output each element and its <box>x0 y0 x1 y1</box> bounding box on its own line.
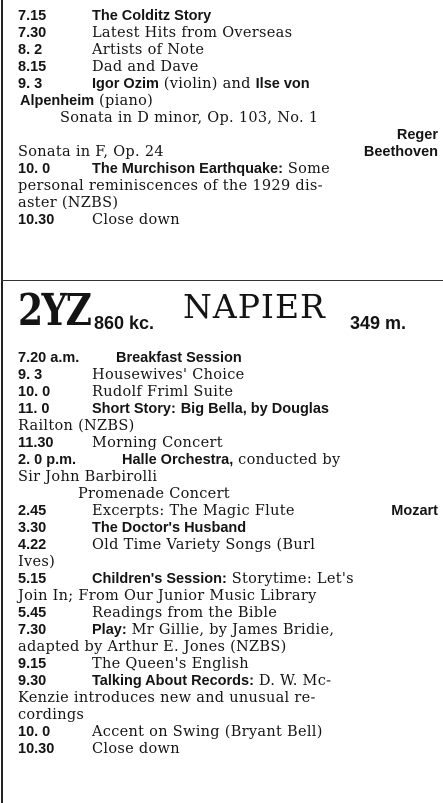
time: 5.45 <box>18 605 47 621</box>
time: 3.30 <box>18 520 47 536</box>
programme-text: Dad and Dave <box>92 59 199 75</box>
station-city: NAPIER <box>183 287 326 326</box>
time: 9.15 <box>18 656 47 672</box>
listing-line <box>18 161 438 178</box>
programme-title: The Murchison Earthquake: <box>92 161 283 177</box>
listing-line <box>18 384 438 401</box>
listing-line <box>18 537 438 554</box>
programme-title: The Colditz Story <box>92 8 212 24</box>
time: 10. 0 <box>18 724 51 740</box>
time: 9.30 <box>18 673 47 689</box>
time: 2. 0 p.m. <box>18 452 77 468</box>
time: 10.30 <box>18 741 55 757</box>
listing-line <box>18 93 438 110</box>
listing-line <box>18 707 438 724</box>
listing-line <box>18 622 438 639</box>
column-rule <box>1 0 3 803</box>
programme-text: Railton (NZBS) <box>18 418 135 434</box>
listing-line <box>18 59 438 76</box>
programme-text: Sir John Barbirolli <box>18 469 158 485</box>
listing-line <box>18 367 438 384</box>
time: 7.30 <box>18 622 47 638</box>
composer: Mozart <box>391 503 438 519</box>
napier-listing <box>18 350 438 758</box>
listing-line <box>18 588 438 605</box>
listing-line <box>18 127 438 144</box>
programme-text: Rudolf Friml Suite <box>92 384 234 400</box>
listing-line <box>18 673 438 690</box>
time: 10. 0 <box>18 161 51 177</box>
programme-text: (violin) and <box>158 76 256 92</box>
programme-text: Storytime: Let's <box>226 571 354 587</box>
work-title: Sonata in D minor, Op. 103, No. 1 <box>60 110 319 126</box>
programme-title: Halle Orchestra, <box>122 452 234 468</box>
programme-title: Talking About Records: <box>92 673 254 689</box>
listing-line <box>18 110 438 127</box>
listing-line <box>18 656 438 673</box>
programme-title: Big Bella, by Douglas <box>180 401 329 417</box>
time: 7.30 <box>18 25 47 41</box>
programme-text: Kenzie introduces new and unusual re- <box>18 690 316 706</box>
station-callsign: 2YZ <box>18 285 91 336</box>
programme-title: Short Story: <box>92 401 176 417</box>
programme-text: Latest Hits from Overseas <box>92 25 293 41</box>
time: 7.20 a.m. <box>18 350 80 366</box>
programme-text: The Queen's English <box>92 656 249 672</box>
listing-line <box>18 350 438 367</box>
programme-text: Housewives' Choice <box>92 367 245 383</box>
programme-title: The Doctor's Husband <box>92 520 247 536</box>
top-listing <box>18 8 438 229</box>
time: 8.15 <box>18 59 47 75</box>
programme-text: Promenade Concert <box>78 486 230 502</box>
programme-text: personal reminiscences of the 1929 dis- <box>18 178 323 194</box>
programme-title: Children's Session: <box>92 571 227 587</box>
listing-line <box>18 418 438 435</box>
programme-text: Join In; From Our Junior Music Library <box>18 588 317 604</box>
time: 11.30 <box>18 435 54 451</box>
time: 7.15 <box>18 8 47 24</box>
programme-text: Morning Concert <box>92 435 223 451</box>
programme-text: Readings from the Bible <box>92 605 278 621</box>
programme-title: Play: <box>92 622 127 638</box>
listing-line <box>18 76 438 93</box>
station-header <box>18 285 438 345</box>
programme-text: Mr Gillie, by James Bridie, <box>126 622 335 638</box>
programme-text: aster (NZBS) <box>18 195 119 211</box>
listing-line <box>18 690 438 707</box>
listing-line <box>18 178 438 195</box>
composer: Beethoven <box>363 144 438 160</box>
listing-line <box>18 724 438 741</box>
listing-line <box>18 212 438 229</box>
programme-text: D. W. Mc- <box>253 673 332 689</box>
station-frequency: 860 kc. <box>94 313 155 333</box>
time: 10.30 <box>18 212 55 228</box>
listing-line <box>18 42 438 59</box>
programme-text: Ives) <box>18 554 56 570</box>
station-wavelength: 349 m. <box>350 313 407 333</box>
programme-text: Accent on Swing (Bryant Bell) <box>92 724 323 740</box>
programme-text: Artists of Note <box>92 42 205 58</box>
listing-line <box>18 639 438 656</box>
time: 4.22 <box>18 537 47 553</box>
programme-text: Excerpts: The Magic Flute <box>92 503 295 519</box>
time: 2.45 <box>18 503 47 519</box>
listing-line <box>18 605 438 622</box>
listing-line <box>18 401 438 418</box>
programme-text: cordings <box>18 707 85 723</box>
listing-line <box>18 520 438 537</box>
time: 11. 0 <box>18 401 50 417</box>
programme-text: adapted by Arthur E. Jones (NZBS) <box>18 639 287 655</box>
listing-line <box>18 435 438 452</box>
work-title: Sonata in F, Op. 24 <box>18 144 164 160</box>
time: 10. 0 <box>18 384 51 400</box>
composer: Reger <box>396 127 438 143</box>
programme-title: Ilse von <box>255 76 310 92</box>
programme-text: conducted by <box>233 452 341 468</box>
programme-text: Some <box>282 161 331 177</box>
time: 9. 3 <box>18 76 43 92</box>
instrument: (piano) <box>94 93 154 109</box>
listing-line <box>18 571 438 588</box>
performer: Alpenheim <box>20 93 95 109</box>
listing-line <box>18 195 438 212</box>
programme-title: Breakfast Session <box>116 350 242 366</box>
listing-line <box>18 469 438 486</box>
time: 8. 2 <box>18 42 43 58</box>
listing-line <box>18 8 438 25</box>
section-divider <box>1 280 443 281</box>
listing-line <box>18 486 438 503</box>
listing-line <box>18 25 438 42</box>
programme-title: Igor Ozim <box>92 76 159 92</box>
programme-text: Close down <box>92 741 180 757</box>
listing-line <box>18 452 438 469</box>
time: 5.15 <box>18 571 47 587</box>
programme-text: Close down <box>92 212 180 228</box>
listing-line <box>18 741 438 758</box>
programme-text: Old Time Variety Songs (Burl <box>92 537 316 553</box>
listing-line <box>18 554 438 571</box>
time: 9. 3 <box>18 367 43 383</box>
listing-line <box>18 503 438 520</box>
listing-line <box>18 144 438 161</box>
